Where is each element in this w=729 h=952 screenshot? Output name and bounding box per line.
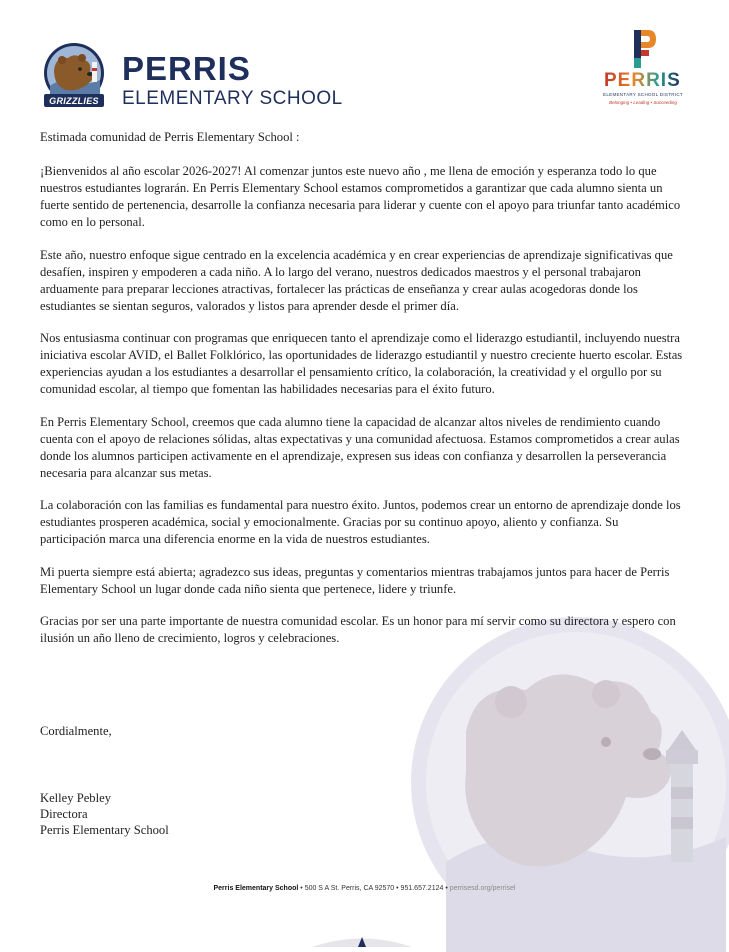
footer-school: Perris Elementary School [213, 885, 299, 892]
bottom-logo-icon [312, 934, 412, 947]
letter-paragraph: Nos entusiasma continuar con programas que enriquecen tanto el aprendizaje como el liderazgo estudiantil, incluyendo nuestra iniciativa escolar AVID, el Ballet Folklórico, las oportunidades de liderazgo estudiantil y nuestro creciente huerto escolar. Estas experiencias ayudan a los estudiantes a desarrollar el pensamiento crítico, la colaboración, la creatividad y el orgullo por su comunidad escolar, al tiempo que fomentan las habilidades necesarias para el éxito futuro. [40, 331, 683, 396]
letter-body [40, 129, 686, 663]
letter-greeting: Estimada comunidad de Perris Elementary School : [40, 130, 300, 144]
footer-website: perrisesd.org/perrisel [449, 885, 516, 892]
letter-paragraph: ¡Bienvenidos al año escolar 2026-2027! Al comenzar juntos este nuevo año , me llena de emoción y esperanza todo lo que nuestros estudiantes lograrán. En Perris Elementary School estamos comprometidos a garantizar que cada alumno sienta un fuerte sentido de pertenencia, desarrolle la confianza necesaria para liderar y cuente con el apoyo para triunfar tanto académico como en lo personal. [40, 164, 681, 229]
district-tagline: Belonging • Leading • Succeeding [609, 100, 677, 105]
letter-paragraph: Gracias por ser una parte importante de nuestra comunidad escolar. Es un honor para mí servir como su directora y espero con ilusión un año lleno de crecimiento, logros y celebraciones. [40, 614, 676, 645]
district-subtitle: ELEMENTARY SCHOOL DISTRICT [603, 92, 683, 97]
district-p-icon [630, 30, 656, 68]
school-name [122, 52, 343, 110]
district-logo [598, 30, 688, 112]
district-wordmark [604, 70, 681, 92]
letter-paragraph: Este año, nuestro enfoque sigue centrado en la excelencia académica y en crear experiencias de aprendizaje significativas que desafíen, inspiren y empoderen a cada niño. A lo largo del verano, nuestros dedicados maestros y el personal trabajaron arduamente para preparar lecciones atractivas, fortalecer las prácticas de enseñanza y crear aulas acogedoras donde los estudiantes se sientan seguros, valorados y listos para aprender desde el primer día. [40, 247, 673, 313]
letter-paragraph: En Perris Elementary School, creemos que cada alumno tiene la capacidad de alcanzar altos niveles de rendimiento cuando cuenta con el apoyo de relaciones sólidas, altas expectativas y una comunidad afectuosa. Estamos comprometidos a crear aulas donde los alumnos participen activamente en el aprendizaje, expresen sus ideas con confianza y desarrollen la perseverancia necesaria para alcanzar sus metas. [40, 414, 680, 480]
letter-paragraph: Mi puerta siempre está abierta; agradezco sus ideas, preguntas y comentarios mientras trabajamos juntos para hacer de Perris Elementary School un lugar donde cada niño sienta que pertenece, lidere y triunfe. [40, 564, 670, 596]
letter-paragraph: La colaboración con las familias es fundamental para nuestro éxito. Juntos, podemos crear un entorno de aprendizaje donde los estudiantes prosperen académica, social y emocionalmente. Gracias por su continuo apoyo, aliento y confianza. Su participación marca una diferencia enorme en la vida de nuestros estudiantes. [40, 498, 681, 546]
school-name-line2: ELEMENTARY SCHOOL [122, 88, 343, 109]
signature-name: Kelley Pebley [40, 791, 111, 805]
district-wordmark-text: PERRIS [604, 70, 681, 91]
signature-block [40, 790, 169, 838]
footer-phone: 951.657.2124 [400, 885, 444, 892]
bear-watermark-icon [406, 612, 729, 952]
letter-closing: Cordialmente, [40, 724, 112, 738]
signature-school: Perris Elementary School [40, 823, 169, 837]
signature-title: Directora [40, 807, 88, 821]
footer: Perris Elementary School • 500 S A St. Perris, CA 92570 • 951.657.2124 • perrisesd.org/perrisel [213, 885, 516, 892]
grizzlies-logo-text: GRIZZLIES [49, 96, 99, 106]
footer-address: 500 S A St. Perris, CA 92570 [304, 885, 395, 892]
school-name-line1: PERRIS [122, 50, 251, 87]
